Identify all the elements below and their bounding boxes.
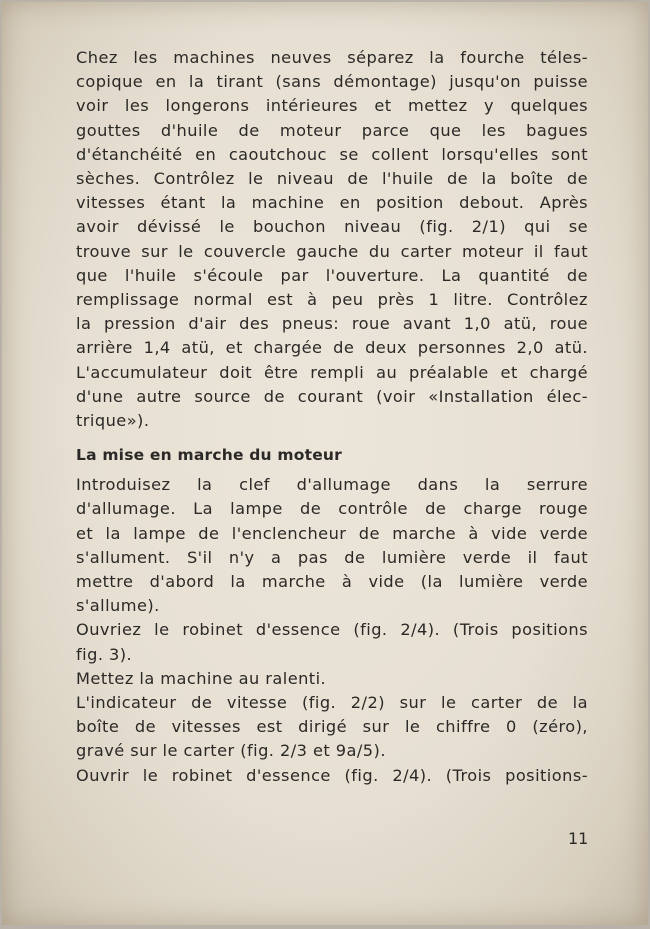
text-line: la pression d'air des pneus: roue avant 1,0 atü, roue [76, 314, 588, 334]
text-line: d'étanchéité en caoutchouc se collent lorsqu'elles sont [76, 144, 588, 164]
text-line: d'une autre source de courant (voir «Installation élec- [76, 386, 588, 406]
text-line: vitesses étant la machine en position debout. Après [76, 193, 588, 213]
text-line: L'indicateur de vitesse (fig. 2/2) sur le carter de la [76, 693, 588, 713]
text-line: Ouvrir le robinet d'essence (fig. 2/4). (Trois positions- [76, 765, 588, 785]
text-line: trique»). [76, 411, 150, 431]
text-line: que l'huile s'écoule par l'ouverture. La quantité de [76, 265, 588, 285]
text-line: s'allume). [76, 596, 160, 616]
paragraph-preparation [76, 46, 588, 433]
text-line: voir les longerons intérieures et mettez y quelques [76, 96, 588, 116]
text-line: gouttes d'huile de moteur parce que les bagues [76, 120, 588, 140]
text-line: copique en la tirant (sans démontage) jusqu'on puisse [76, 72, 588, 92]
page-number: 11 [568, 829, 589, 848]
text-line: sèches. Contrôlez le niveau de l'huile de la boîte de [76, 169, 588, 189]
paragraph-starting-engine [76, 473, 588, 788]
text-line: Chez les machines neuves séparez la fourche téles- [76, 48, 588, 67]
page-text [76, 46, 588, 788]
text-line: avoir dévissé le bouchon niveau (fig. 2/1) qui se [76, 217, 588, 237]
text-line: s'allument. S'il n'y a pas de lumière verde il faut [76, 547, 588, 567]
text-line: gravé sur le carter (fig. 2/3 et 9a/5). [76, 741, 386, 761]
text-line: mettre d'abord la marche à vide (la lumière verde [76, 572, 588, 592]
text-line: Introduisez la clef d'allumage dans la serrure [76, 475, 588, 495]
text-line: boîte de vitesses est dirigé sur le chiffre 0 (zéro), [76, 717, 588, 737]
text-line: Mettez la machine au ralenti. [76, 668, 327, 688]
text-line: remplissage normal est à peu près 1 litre. Contrôlez [76, 290, 588, 310]
book-page [2, 2, 648, 925]
text-line: Ouvriez le robinet d'essence (fig. 2/4). (Trois positions [76, 620, 588, 640]
text-line: et la lampe de l'enclencheur de marche à vide verde [76, 523, 588, 543]
text-line: trouve sur le couvercle gauche du carter moteur il faut [76, 241, 588, 261]
text-line: fig. 3). [76, 644, 133, 664]
text-line: L'accumulateur doit être rempli au préalable et chargé [76, 362, 588, 382]
text-line: d'allumage. La lampe de contrôle de charge rouge [76, 499, 588, 519]
text-line: arrière 1,4 atü, et chargée de deux personnes 2,0 atü. [76, 338, 588, 358]
section-heading: La mise en marche du moteur [76, 446, 342, 465]
